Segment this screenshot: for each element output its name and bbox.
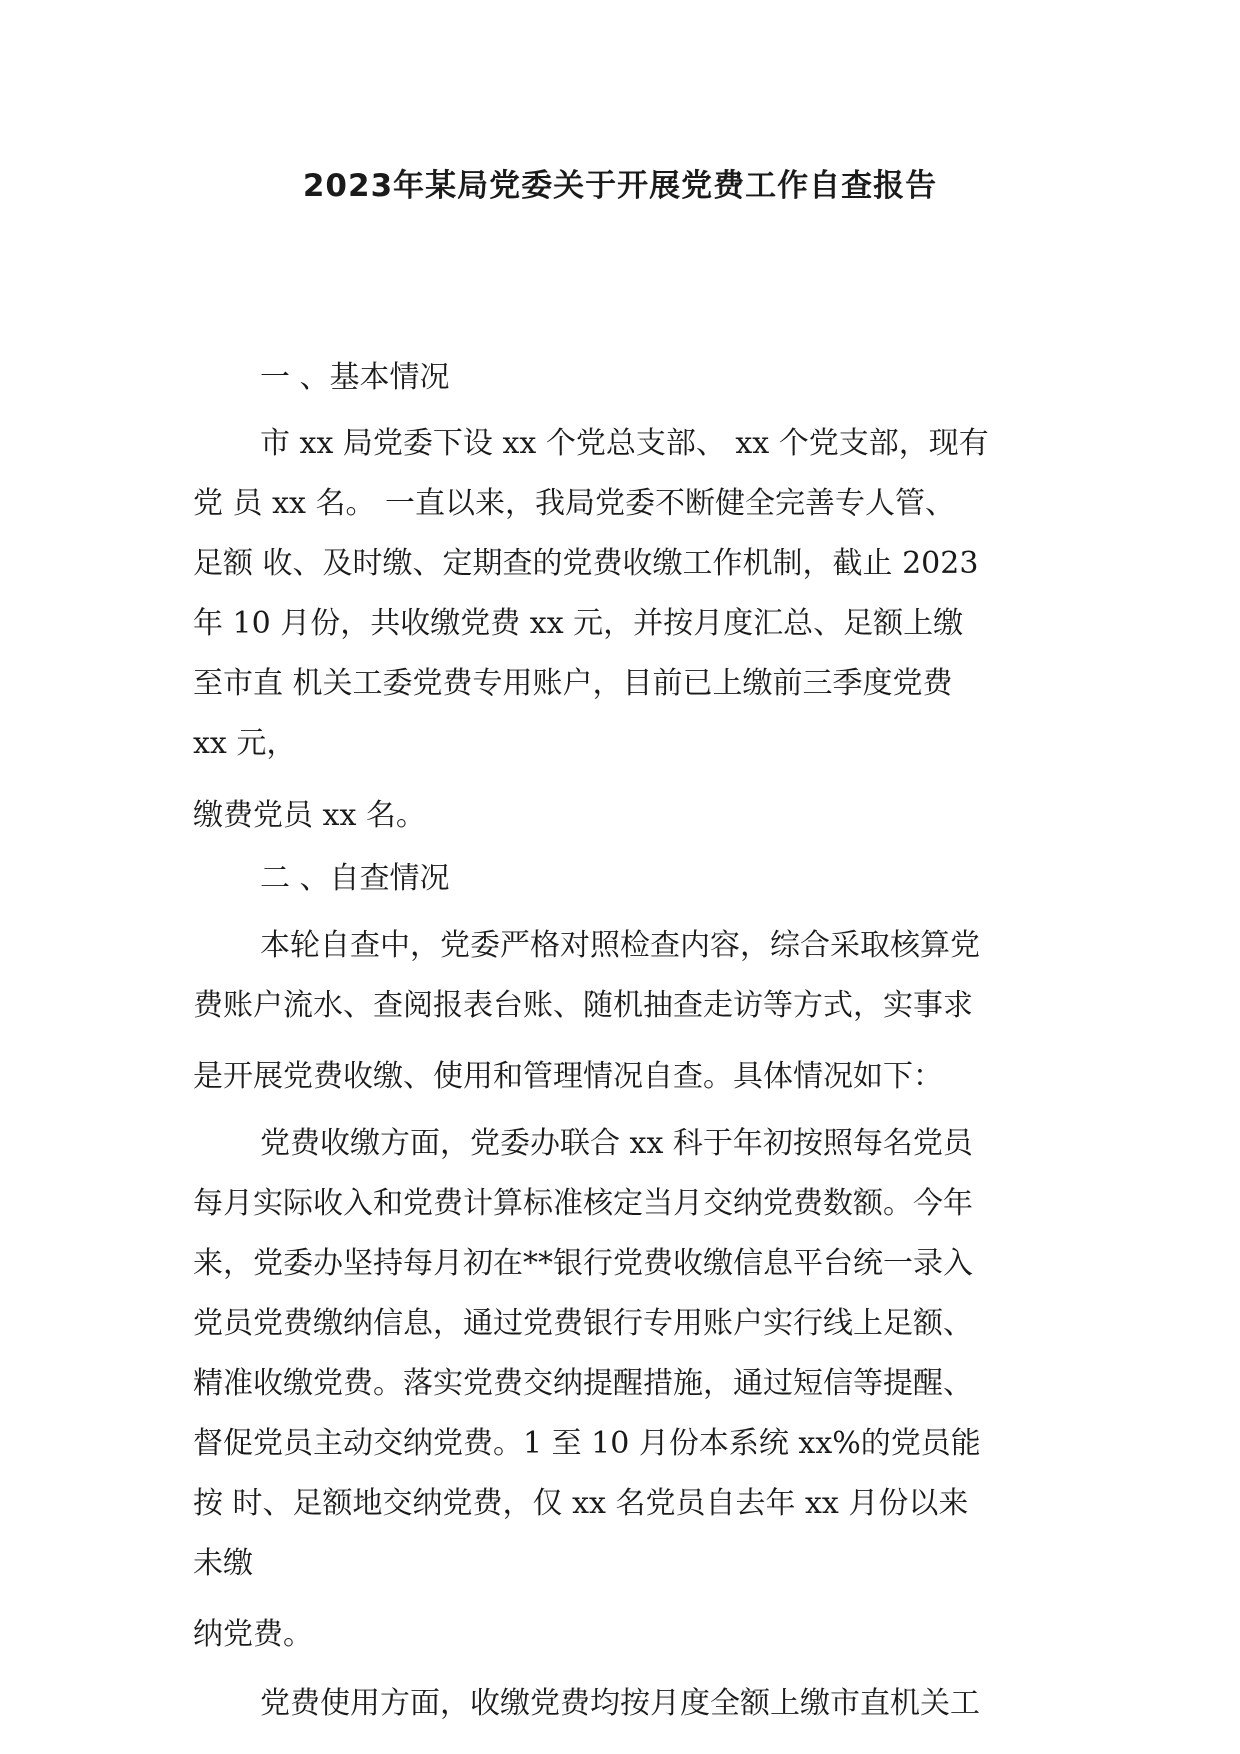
paragraph-line: 市 xx 局党委下设 xx 个党总支部、 xx 个党支部，现有 — [260, 426, 989, 461]
paragraph-line: 党费收缴方面，党委办联合 xx 科于年初按照每名党员 — [260, 1126, 973, 1161]
paragraph-line: 年 10 月份，共收缴党费 xx 元，并按月度汇总、足额上缴 — [193, 606, 964, 641]
paragraph-line: 督促党员主动交纳党费。1 至 10 月份本系统 xx%的党员能 — [193, 1426, 981, 1461]
heading-self-check: 二 、自查情况 — [260, 861, 450, 896]
paragraph-line: 党员党费缴纳信息，通过党费银行专用账户实行线上足额、 — [193, 1306, 973, 1341]
document-title: 2023年某局党委关于开展党费工作自查报告 — [302, 168, 938, 204]
paragraph-line: 每月实际收入和党费计算标准核定当月交纳党费数额。今年 — [193, 1186, 973, 1221]
paragraph-line: 党 员 xx 名。 一直以来，我局党委不断健全完善专人管、 — [193, 486, 955, 521]
heading-basic-situation: 一 、基本情况 — [260, 360, 450, 395]
paragraph-line: 党费使用方面，收缴党费均按月度全额上缴市直机关工 — [260, 1686, 980, 1721]
paragraph-line: 足额 收、及时缴、定期查的党费收缴工作机制，截止 2023 — [193, 546, 979, 581]
paragraph-line: 纳党费。 — [193, 1617, 313, 1652]
paragraph-line: 是开展党费收缴、使用和管理情况自查。具体情况如下： — [193, 1059, 943, 1094]
paragraph-line: 费账户流水、查阅报表台账、随机抽查走访等方式，实事求 — [193, 988, 973, 1023]
paragraph-line: 缴费党员 xx 名。 — [193, 798, 426, 833]
paragraph-line: 来，党委办坚持每月初在**银行党费收缴信息平台统一录入 — [193, 1246, 973, 1281]
paragraph-line: xx 元， — [193, 726, 297, 761]
paragraph-line: 至市直 机关工委党费专用账户，目前已上缴前三季度党费 — [193, 666, 953, 701]
paragraph-line: 按 时、足额地交纳党费，仅 xx 名党员自去年 xx 月份以来 — [193, 1486, 969, 1521]
paragraph-line: 本轮自查中，党委严格对照检查内容，综合采取核算党 — [260, 928, 980, 963]
paragraph-line: 精准收缴党费。落实党费交纳提醒措施，通过短信等提醒、 — [193, 1366, 973, 1401]
paragraph-line: 未缴 — [193, 1546, 253, 1581]
